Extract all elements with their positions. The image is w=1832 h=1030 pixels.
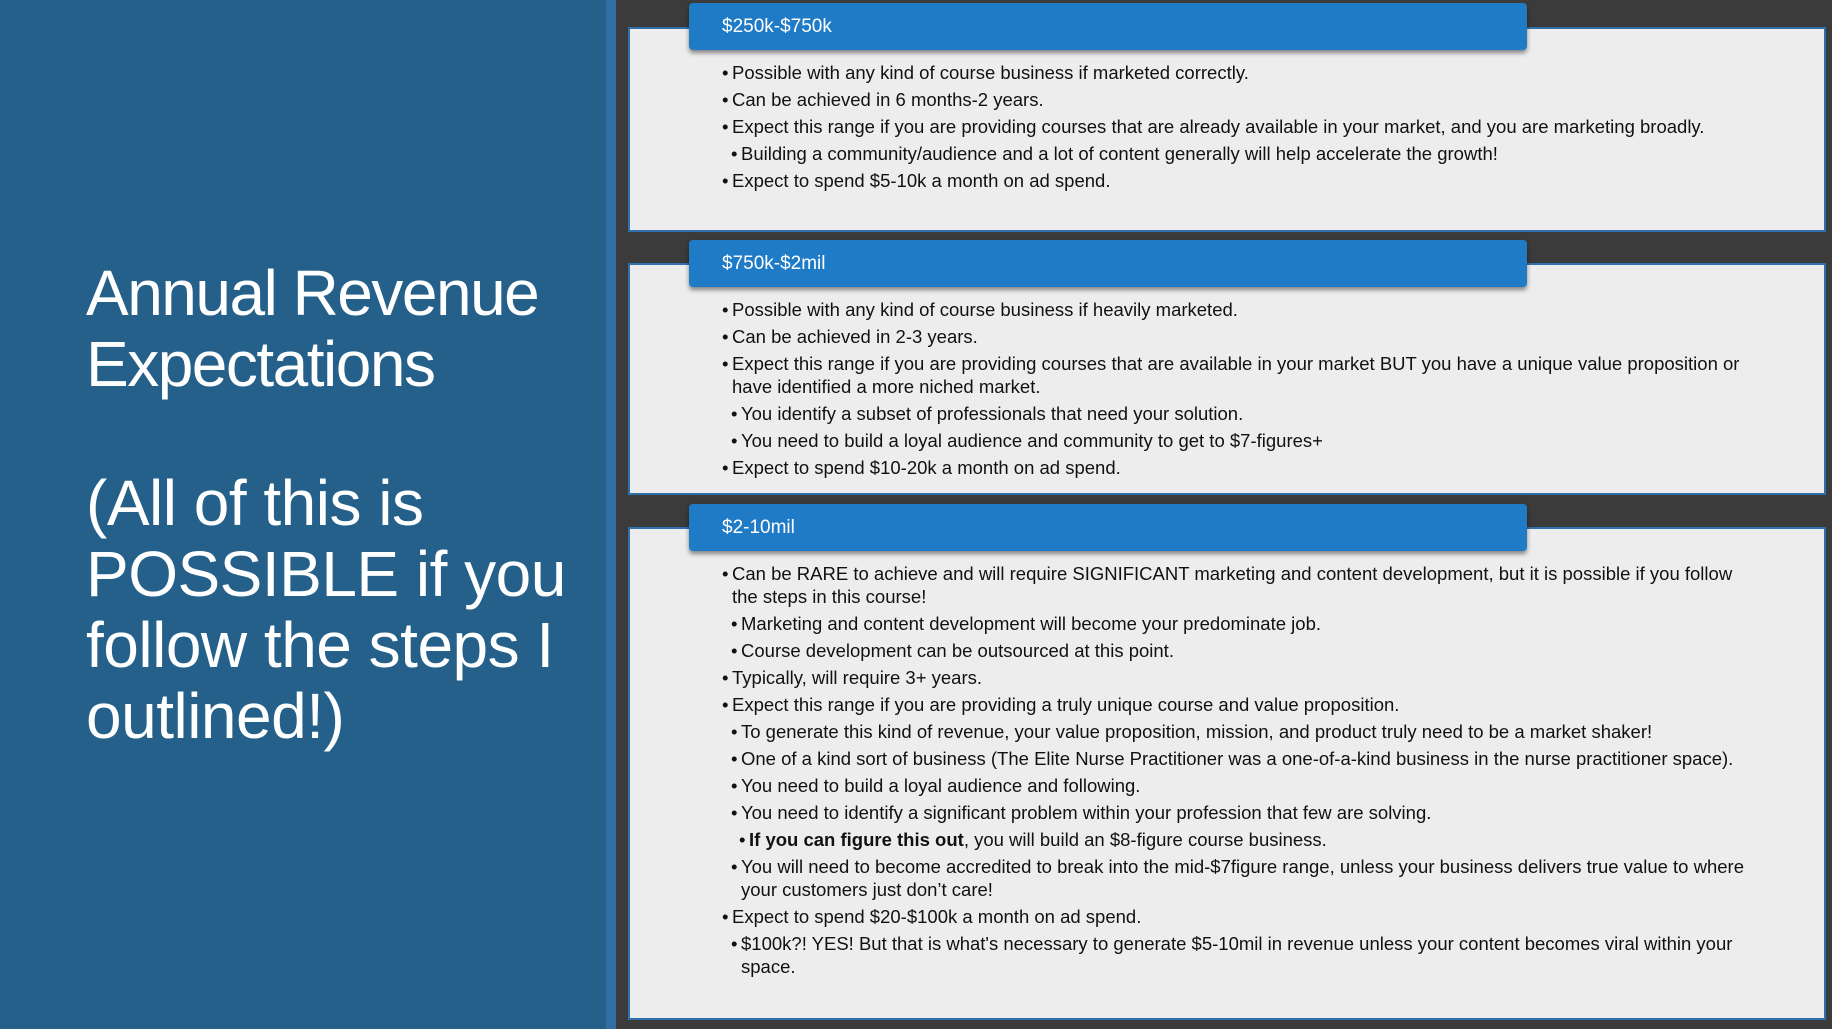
bullet-item: • You identify a subset of professionals that need your solution. bbox=[731, 402, 1761, 425]
bullet-item: • Typically, will require 3+ years. bbox=[722, 666, 1752, 689]
bullet-item: • You need to identify a significant problem within your profession that few are solving. bbox=[731, 801, 1761, 824]
bullet-item: • Possible with any kind of course business if marketed correctly. bbox=[722, 61, 1752, 84]
bullet-item: • Expect to spend $10-20k a month on ad spend. bbox=[722, 456, 1752, 479]
bullet-item: • Can be achieved in 2-3 years. bbox=[722, 325, 1752, 348]
bullet-item: • Possible with any kind of course business if heavily marketed. bbox=[722, 298, 1752, 321]
bullet-emphasis: If you can figure this out bbox=[749, 829, 964, 850]
tier-header-3: $2-10mil bbox=[689, 504, 1527, 551]
slide-title: Annual Revenue Expectations bbox=[86, 257, 539, 400]
bullet-item: • One of a kind sort of business (The Elite Nurse Practitioner was a one-of-a-kind business in the nurse practitioner space). bbox=[731, 747, 1761, 770]
bullet-item: • You need to build a loyal audience and community to get to $7-figures+ bbox=[731, 429, 1761, 452]
bullet-item: • Expect to spend $20-$100k a month on ad spend. bbox=[722, 905, 1752, 928]
bullet-text: , you will build an $8-figure course business. bbox=[963, 829, 1327, 850]
bullet-item: • Can be achieved in 6 months-2 years. bbox=[722, 88, 1752, 111]
bullet-item: • To generate this kind of revenue, your value proposition, mission, and product truly need to be a market shaker! bbox=[731, 720, 1761, 743]
bullet-item: • Course development can be outsourced at this point. bbox=[731, 639, 1761, 662]
tier-header-1: $250k-$750k bbox=[689, 3, 1527, 50]
tier-1-bullets bbox=[722, 61, 1761, 196]
bullet-item: • Can be RARE to achieve and will require SIGNIFICANT marketing and content development, but it is possible if you follow the steps in this course! bbox=[722, 562, 1752, 608]
slide-subtitle: (All of this is POSSIBLE if you follow the steps I outlined!) bbox=[86, 467, 566, 752]
tier-box-2 bbox=[628, 263, 1826, 495]
title-panel bbox=[0, 0, 606, 1029]
bullet-item: • You need to build a loyal audience and following. bbox=[731, 774, 1761, 797]
bullet-item bbox=[739, 828, 1769, 851]
tier-box-3 bbox=[628, 527, 1826, 1020]
bullet-item: • Building a community/audience and a lot of content generally will help accelerate the growth! bbox=[731, 142, 1761, 165]
tier-header-2: $750k-$2mil bbox=[689, 240, 1527, 287]
tier-2-bullets bbox=[722, 298, 1761, 483]
bullet-item: • Expect this range if you are providing a truly unique course and value proposition. bbox=[722, 693, 1752, 716]
bullet-item: • Expect this range if you are providing courses that are already available in your market, and you are marketing broadly. bbox=[722, 115, 1752, 138]
bullet-item: • Expect to spend $5-10k a month on ad spend. bbox=[722, 169, 1752, 192]
tier-box-1 bbox=[628, 27, 1826, 232]
bullet-item: • $100k?! YES! But that is what's necessary to generate $5-10mil in revenue unless your content becomes viral within your space. bbox=[731, 932, 1761, 978]
divider-strip bbox=[606, 0, 616, 1029]
bullet-item: • Marketing and content development will become your predominate job. bbox=[731, 612, 1761, 635]
bullet-item: • You will need to become accredited to break into the mid-$7figure range, unless your business delivers true value to where your customers just don’t care! bbox=[731, 855, 1761, 901]
bullet-item: • Expect this range if you are providing courses that are available in your market BUT you have a unique value proposition or have identified a more niched market. bbox=[722, 352, 1752, 398]
tier-3-bullets bbox=[722, 562, 1769, 982]
